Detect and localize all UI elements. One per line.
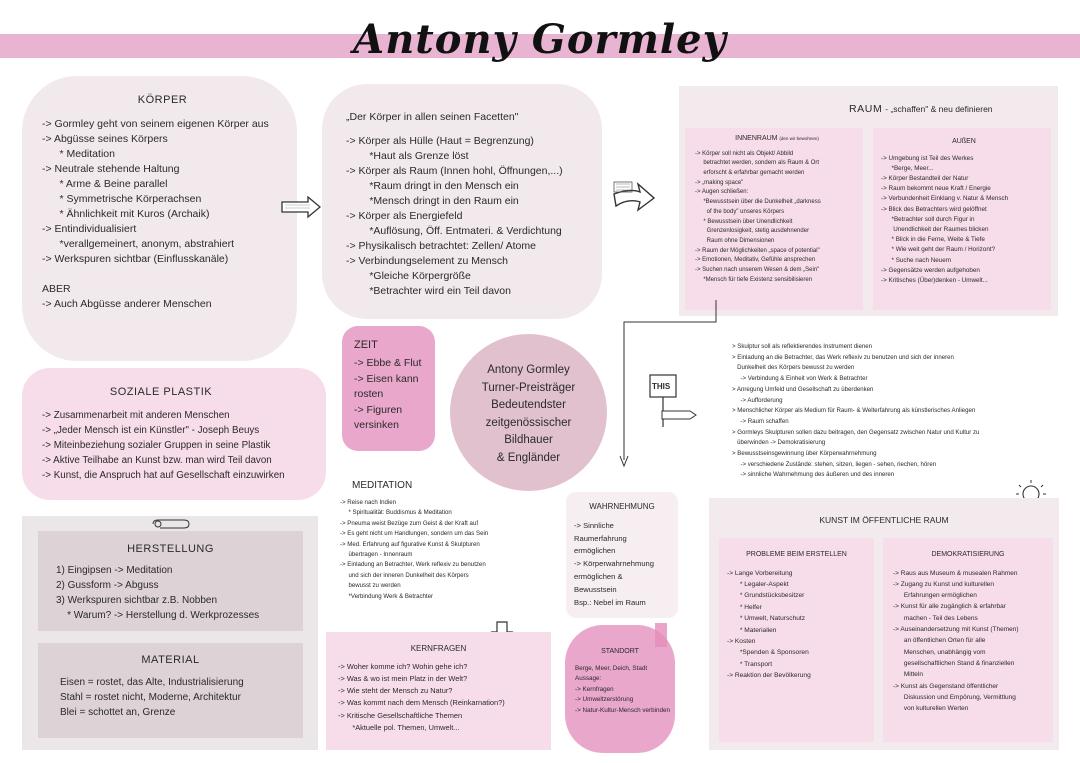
innenraum-line: *Mensch für tiefe Existenz sensibilisieren: [695, 276, 813, 283]
facetten-line: *Betrachter wird ein Teil davon: [346, 285, 511, 297]
innenraum-line: Raum ohne Dimensionen: [695, 237, 775, 244]
meditation-line: * Spiritualität: Buddismus & Meditation: [340, 509, 452, 517]
kunst-panel: [709, 498, 1059, 750]
facetten-line: -> Körper als Raum (Innen hohl, Öffnungen,...): [346, 165, 563, 177]
center-line: & Engländer: [496, 451, 561, 464]
center-line: Bildhauer: [504, 434, 553, 446]
soziale-panel: [22, 368, 326, 500]
facetten-line: -> Physikalisch betrachtet: Zellen/ Atome: [346, 240, 536, 252]
meditation-line: -> Es geht nicht um Handlungen, sondern um das Sein: [340, 530, 489, 538]
innenraum-line: * Bewusstsein über Unendlichkeit: [695, 218, 793, 225]
koerper-line: ABER: [42, 283, 71, 295]
kernfragen-panel: [326, 632, 551, 750]
page-title: Antony Gormley: [353, 16, 727, 63]
herstellung-line: 3) Werkspuren sichtbar z.B. Nobben: [56, 595, 218, 606]
koerper-line: -> Gormley geht von seinem eigenen Körper aus: [42, 118, 269, 130]
zeit-line: -> Ebbe & Flut: [354, 357, 422, 369]
raum-heading: RAUM: [849, 103, 883, 115]
standort-heading: STANDORT: [601, 648, 639, 655]
aussen-line: -> Verbundenheit Einklang v. Natur & Mensch: [881, 195, 1009, 203]
demokratisierung-line: an öffentlichen Orten für alle: [893, 637, 986, 645]
standort-line: Berge, Meer, Deich, Stadt: [575, 664, 648, 672]
skulptur-line: Dunkelheit des Körpers bewusst zu werden: [732, 364, 855, 372]
facetten-lines: [346, 134, 592, 299]
soziale-line: -> Zusammenarbeit mit anderen Menschen: [42, 410, 230, 421]
aussen-line: -> Umgebung ist Teil des Werkes: [881, 154, 974, 162]
kernfragen-lines: [338, 661, 551, 735]
zeit-line: -> Eisen kann: [354, 372, 419, 385]
skulptur-line: -> Verbindung & Einheit von Werk & Betrachter: [732, 375, 868, 383]
skulptur-line: > Bewusstseinsgewinnung über Körperwahrnehmung: [732, 450, 877, 458]
demokratisierung-line: gesellschaftlichen Stand & finanziellen: [893, 659, 1015, 667]
aussen-line: -> Kritisches (Über)denken - Umwelt...: [881, 277, 988, 285]
herstellung-line: 1) Eingipsen -> Meditation: [56, 565, 173, 576]
aussen-line: *Betrachter soll durch Figur in: [881, 215, 975, 223]
skulptur-line: -> verschiedene Zustände: stehen, sitzen, liegen - sehen, riechen, hören: [732, 460, 937, 468]
demokratisierung-line: -> Zugang zu Kunst und kulturellen: [893, 580, 994, 588]
probleme-lines: [727, 568, 874, 682]
demokratisierung-heading: DEMOKRATISIERUNG: [931, 551, 1005, 558]
herstellung-lines: [56, 563, 303, 623]
meditation-line: -> Reise nach Indien: [340, 499, 397, 506]
skulptur-lines: [732, 342, 979, 481]
soziale-heading: SOZIALE PLASTIK: [109, 386, 213, 398]
wahrnehmung-lines: [574, 520, 678, 610]
wahrnehmung-line: -> Körperwahrnehmung: [574, 559, 654, 569]
demokratisierung-panel: [883, 538, 1053, 742]
facetten-line: -> Verbindungselement zu Mensch: [346, 255, 508, 267]
innenraum-panel: [685, 128, 863, 310]
zeit-line: -> Figuren: [354, 403, 403, 416]
kernfragen-line: -> Woher komme ich? Wohin gehe ich?: [338, 661, 468, 671]
kernfragen-line: -> Wie steht der Mensch zu Natur?: [338, 686, 453, 696]
skulptur-line: > Gormleys Skulpturen sollen dazu beitragen, den Gegensatz zwischen Natur und Kultur zu: [732, 428, 980, 436]
raum-panel: [679, 86, 1058, 316]
material-line: Eisen = rostet, das Alte, Industrialisierung: [60, 677, 244, 688]
facetten-line: *Auflösung, Öff. Entmateri. & Verdichtung: [346, 225, 562, 237]
innenraum-line: -> Emotionen, Meditativ, Gefühle ansprechen: [695, 257, 816, 264]
kernfragen-heading: KERNFRAGEN: [410, 644, 467, 653]
innenraum-line: *Bewusstsein über die Dunkelheit „darkness: [695, 199, 821, 206]
koerper-line: [42, 267, 283, 282]
innenraum-lines: [695, 150, 859, 286]
kernfragen-line: -> Was kommt nach dem Mensch (Reinkarnation?): [338, 698, 505, 708]
koerper-line: * Meditation: [42, 148, 115, 160]
soziale-line: -> „Jeder Mensch ist ein Künstler" - Joseph Beuys: [42, 425, 260, 436]
demokratisierung-line: -> Raus aus Museum & musealen Rahmen: [893, 569, 1018, 577]
demokratisierung-line: Menschen, unabhängig vom: [893, 648, 986, 656]
demokratisierung-line: Erfahrungen ermöglichen: [893, 592, 977, 600]
zeit-line: versinken: [354, 419, 399, 432]
demokratisierung-line: machen - Teil des Lebens: [893, 614, 978, 622]
aussen-line: * Suche nach Neuem: [881, 256, 952, 264]
facetten-line: -> Körper als Energiefeld: [346, 210, 463, 222]
wahrnehmung-line: Raumerfahrung: [574, 533, 627, 543]
innenraum-line: of the body" unseres Körpers: [695, 208, 785, 215]
koerper-line: * Ähnlichkeit mit Kuros (Archaik): [42, 208, 210, 220]
koerper-line: -> Werkspuren sichtbar (Einflusskanäle): [42, 253, 229, 265]
demokratisierung-line: -> Kunst für alle zugänglich & erfahrbar: [893, 603, 1006, 611]
forward-arrow-icon: [610, 180, 658, 216]
demokratisierung-line: Diskussion und Empörung, Vermittlung: [893, 693, 1016, 701]
koerper-line: * Symmetrische Körperachsen: [42, 193, 202, 205]
center-line: Antony Gormley: [487, 364, 570, 376]
material-line: Stahl = rostet nicht, Moderne, Architektur: [60, 692, 241, 703]
facetten-line: *Haut als Grenze löst: [346, 150, 469, 162]
facetten-line: -> Körper als Hülle (Haut = Begrenzung): [346, 135, 534, 147]
innenraum-heading: INNENRAUM: [735, 135, 778, 142]
skulptur-line: > Skulptur soll als reflektierendes Instrument dienen: [732, 343, 873, 350]
koerper-heading: KÖRPER: [137, 94, 188, 106]
koerper-lines: [42, 117, 283, 312]
material-lines: [60, 675, 303, 720]
right-arrow-icon: [280, 195, 322, 219]
facetten-panel: [322, 84, 602, 319]
wahrnehmung-heading: WAHRNEHMUNG: [589, 502, 655, 511]
center-line: zeitgenössischer: [485, 416, 572, 429]
koerper-line: -> Abgüsse seines Körpers: [42, 133, 168, 145]
innenraum-line: -> „making space": [695, 179, 744, 186]
aussen-line: * Blick in die Ferne, Weite & Tiefe: [881, 236, 985, 244]
soziale-line: -> Miteinbeziehung sozialer Gruppen in seine Plastik: [42, 440, 271, 451]
innenraum-note: (den wir bewohnen): [779, 136, 819, 141]
meditation-lines: [340, 498, 488, 602]
innenraum-line: -> Augen schließen:: [695, 189, 749, 196]
herstellung-heading: HERSTELLUNG: [127, 543, 214, 555]
skulptur-line: -> Aufforderung: [732, 396, 783, 404]
koerper-line: * Arme & Beine parallel: [42, 178, 168, 190]
probleme-line: * Legaler-Aspekt: [727, 581, 789, 588]
koerper-line: -> Entindividualisiert: [42, 223, 137, 235]
innenraum-line: betrachtet werden, sondern als Raum & Ort: [695, 160, 820, 167]
aussen-line: -> Blick des Betrachters wird gelöffnet: [881, 205, 987, 213]
meditation-line: übertragen - Innenraum: [340, 551, 413, 559]
soziale-lines: [42, 408, 320, 483]
wahrnehmung-line: -> Sinnliche: [574, 520, 614, 530]
kunst-heading: KUNST IM ÖFFENTLICHE RAUM: [819, 515, 949, 525]
demokratisierung-line: -> Auseinandersetzung mit Kunst (Themen): [893, 626, 1019, 634]
standort-lines: [575, 664, 675, 717]
kernfragen-line: *Aktuelle pol. Themen, Umwelt...: [338, 723, 460, 733]
skulptur-line: > Einladung an die Betrachter, das Werk reflexiv zu benutzen und sich der inneren: [732, 353, 954, 361]
aussen-heading: AUßEN: [952, 138, 976, 145]
aussen-line: -> Körper Bestandteil der Natur: [881, 175, 969, 182]
zeit-heading: ZEIT: [354, 339, 378, 351]
meditation-heading: MEDITATION: [352, 480, 413, 491]
skulptur-line: > Menschlicher Körper als Medium für Raum- & Welterfahrung als künstlerisches Anliegen: [732, 407, 976, 415]
probleme-heading: PROBLEME BEIM ERSTELLEN: [746, 551, 847, 558]
probleme-line: * Materialien: [727, 626, 777, 634]
probleme-line: -> Reaktion der Bevölkerung: [727, 672, 811, 680]
tape-decoration: [655, 623, 667, 647]
meditation-line: bewusst zu werden: [340, 582, 401, 590]
material-line: Blei = schottet an, Grenze: [60, 707, 176, 718]
innenraum-line: -> Raum der Möglichkeiten „space of potential": [695, 247, 820, 254]
facetten-heading: „Der Körper in allen seinen Facetten": [346, 111, 519, 123]
meditation-line: und sich der inneren Dunkelheit des Körpers: [340, 571, 469, 579]
probleme-line: * Umwelt, Naturschutz: [727, 615, 806, 623]
standort-line: Aussage:: [575, 675, 602, 683]
koerper-panel: [22, 76, 297, 361]
meditation-line: -> Einladung an Betrachter, Werk reflexiv zu benutzen: [340, 561, 486, 569]
zeit-lines: [354, 356, 435, 434]
herstellung-line: 2) Gussform -> Abguss: [56, 580, 159, 591]
aussen-line: *Berge, Meer...: [881, 164, 934, 172]
zeit-line: rosten: [354, 388, 384, 401]
standort-line: -> Natur-Kultur-Mensch verbinden: [575, 706, 671, 714]
center-line: Bedeutendster: [491, 399, 566, 411]
innenraum-line: -> Körper soll nicht als Objekt/ Abbild: [695, 150, 794, 157]
koerper-line: -> Auch Abgüsse anderer Menschen: [42, 298, 212, 310]
signpost-icon: [644, 365, 700, 429]
koerper-line: *verallgemeinert, anonym, abstrahiert: [42, 238, 235, 250]
wahrnehmung-line: Bewusstsein: [574, 585, 617, 595]
aussen-line: * Wie weit geht der Raum / Horizont?: [881, 246, 996, 254]
center-lines: [450, 362, 607, 467]
standort-line: -> Kernfragen: [575, 685, 614, 693]
probleme-line: * Transport: [727, 660, 773, 668]
aussen-line: -> Raum bekommt neue Kraft / Energie: [881, 185, 991, 193]
facetten-line: *Gleiche Körpergröße: [346, 270, 471, 282]
probleme-line: -> Kosten: [727, 638, 756, 646]
facetten-line: *Raum dringt in den Mensch ein: [346, 180, 519, 192]
aussen-lines: [881, 154, 1047, 287]
soziale-line: -> Kunst, die Anspruch hat auf Gesellschaft einzuwirken: [42, 470, 285, 481]
safety-pin-icon: [150, 518, 192, 530]
skulptur-line: > Anregung Umfeld und Gesellschaft zu überdenken: [732, 385, 874, 393]
demokratisierung-lines: [893, 568, 1053, 715]
herstellung-panel: [38, 531, 303, 631]
wahrnehmung-line: ermöglichen: [574, 546, 616, 556]
probleme-line: * Grundstücksbesitzer: [727, 592, 805, 600]
wahrnehmung-line: Bsp.: Nebel im Raum: [574, 598, 646, 608]
demokratisierung-line: Mitteln: [893, 671, 923, 679]
demokratisierung-line: von kulturellen Werten: [893, 705, 969, 713]
probleme-panel: [719, 538, 874, 742]
wahrnehmung-panel: [566, 492, 678, 618]
skulptur-line: -> sinnliche Wahrnehmung des äußeren und des inneren: [732, 471, 895, 479]
demokratisierung-line: -> Kunst als Gegenstand öffentlicher: [893, 682, 999, 690]
material-heading: MATERIAL: [141, 654, 200, 666]
sign-text: THIS: [652, 382, 671, 391]
probleme-line: * Helfer: [727, 603, 762, 611]
aussen-panel: [873, 128, 1051, 310]
herstellung-line: * Warum? -> Herstellung d. Werkprozesses: [56, 610, 260, 621]
kernfragen-line: -> Was & wo ist mein Platz in der Welt?: [338, 673, 468, 683]
skulptur-line: überwinden -> Demokratisierung: [732, 439, 826, 447]
center-line: Turner-Preisträger: [481, 381, 576, 394]
center-circle: [450, 334, 607, 491]
wahrnehmung-line: ermöglichen &: [574, 572, 623, 582]
koerper-line: -> Neutrale stehende Haltung: [42, 163, 180, 175]
raum-heading-row: [849, 102, 993, 117]
probleme-line: *Spenden & Sponsoren: [727, 649, 809, 657]
innenraum-line: -> Suchen nach unserem Wesen & dem „Sein": [695, 267, 820, 274]
innenraum-line: erforscht & erfahrbar gemacht werden: [695, 170, 805, 176]
meditation-line: -> Med. Erfahrung auf figurative Kunst & Skulpturen: [340, 540, 480, 548]
zeit-panel: [342, 326, 435, 451]
aussen-line: -> Gegensätze werden aufgehoben: [881, 266, 980, 274]
material-panel: [38, 643, 303, 738]
skulptur-line: -> Raum schaffen: [732, 417, 789, 425]
kernfragen-line: -> Kritische Gesellschaftliche Themen: [338, 710, 463, 720]
meditation-line: -> Pneuma weist Bezüge zum Geist & der Kraft auf: [340, 519, 479, 527]
meditation-line: *Verbindung Werk & Betrachter: [340, 592, 434, 600]
standort-line: -> Umweltzerstörung: [575, 696, 634, 704]
innenraum-line: Grenzenlosigkeit, stetig ausdehnender: [695, 228, 810, 235]
innenraum-heading-row: [695, 134, 859, 144]
raum-subtitle: - „schaffen" & neu definieren: [885, 104, 993, 114]
probleme-line: -> Lange Vorbereitung: [727, 569, 793, 577]
aussen-line: Unendlichkeit der Raumes blicken: [881, 226, 989, 234]
facetten-line: *Mensch dringt in den Raum ein: [346, 195, 519, 207]
soziale-line: -> Aktive Teilhabe an Kunst bzw. man wird Teil davon: [42, 455, 272, 466]
